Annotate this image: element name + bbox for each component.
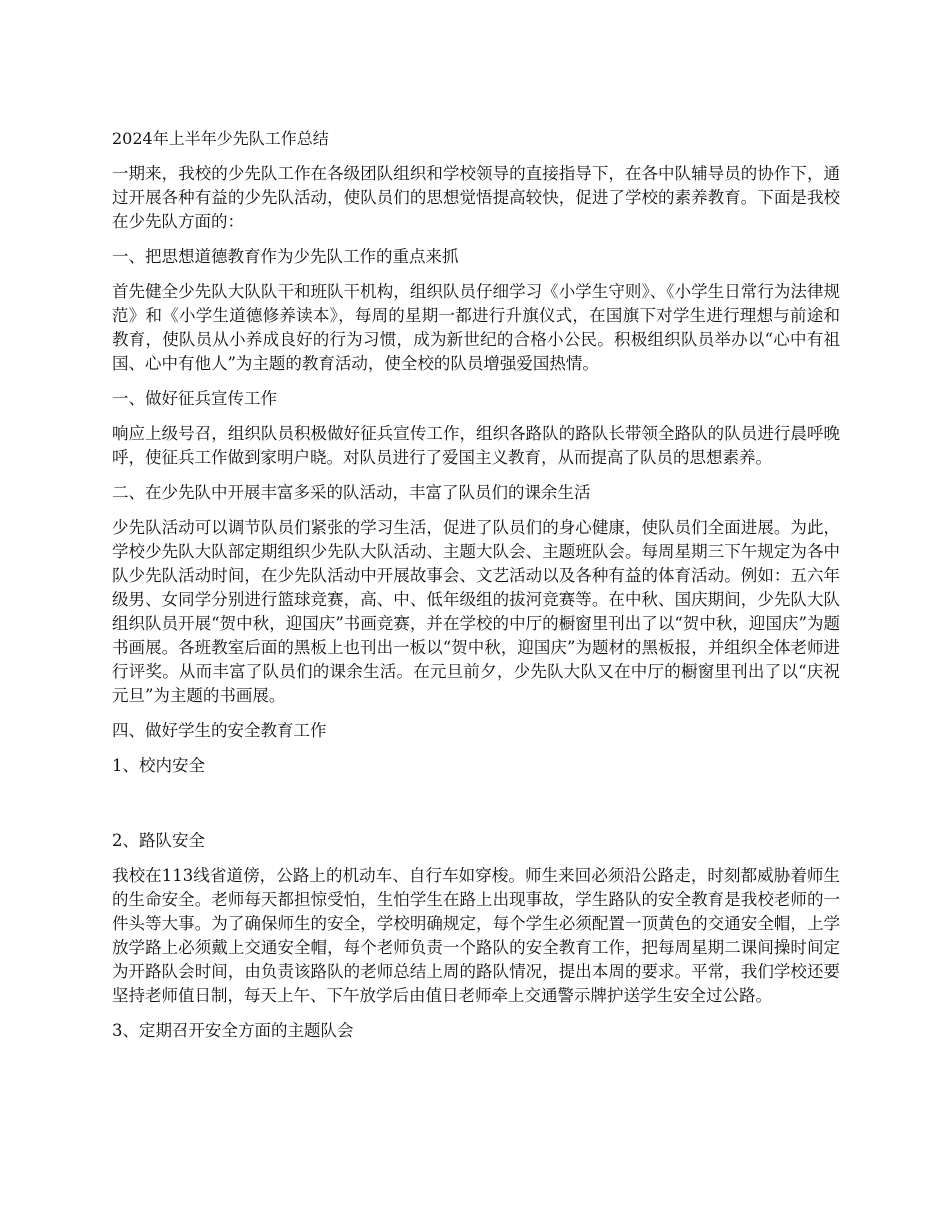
subsection-3-heading: 3、定期召开安全方面的主题队会: [112, 1021, 354, 1040]
subsection-2-heading: 2、路队安全: [112, 831, 205, 850]
section-4-heading: 四、做好学生的安全教育工作: [112, 721, 327, 740]
document-page: [112, 127, 840, 1054]
section-1-paragraph: 首先健全少先队大队队干和班队干机构，组织队员仔细学习《小学生守则》、《小学生日常行为法律规范》和《小学生道德修养读本》，每周的星期一都进行升旗仪式，在国旗下对学生进行理想与前途和教育，使队员从小养成良好的行为习惯，成为新世纪的合格小公民。积极组织队员举办以“心中有祖国、心中有他人”为主题的教育活动，使全校的队员增强爱国热情。: [112, 282, 840, 373]
subsection-1-heading: 1、校内安全: [112, 756, 205, 775]
document-title: 2024年上半年少先队工作总结: [112, 129, 329, 148]
section-2-paragraph: 响应上级号召，组织队员积极做好征兵宣传工作，组织各路队的路队长带领全路队的队员进行晨呼晚呼，使征兵工作做到家明户晓。对队员进行了爱国主义教育，从而提高了队员的思想素养。: [112, 424, 840, 467]
subsection-2-paragraph: 我校在113线省道傍，公路上的机动车、自行车如穿梭。师生来回必须沿公路走，时刻都威胁着师生的生命安全。老师每天都担惊受怕，生怕学生在路上出现事故，学生路队的安全教育是我校老师的一件头等大事。为了确保师生的安全，学校明确规定，每个学生必须配置一顶黄色的交通安全帽，上学放学路上必须戴上交通安全帽，每个老师负责一个路队的安全教育工作，把每周星期二课间操时间定为开路队会时间，由负责该路队的老师总结上周的路队情况，提出本周的要求。平常，我们学校还要坚持老师值日制，每天上午、下午放学后由值日老师牵上交通警示牌护送学生安全过公路。: [112, 866, 840, 1005]
section-3-paragraph: 少先队活动可以调节队员们紧张的学习生活，促进了队员们的身心健康，使队员们全面进展。为此，学校少先队大队部定期组织少先队大队活动、主题大队会、主题班队会。每周星期三下午规定为各中队少先队活动时间，在少先队活动中开展故事会、文艺活动以及各种有益的体育活动。例如：五六年级男、女同学分别进行篮球竞赛，高、中、低年级组的拔河竞赛等。在中秋、国庆期间，少先队大队组织队员开展“贺中秋，迎国庆”书画竞赛，并在学校的中厅的橱窗里刊出了以“贺中秋，迎国庆”为题书画展。各班教室后面的黑板上也刊出一板以“贺中秋，迎国庆”为题材的黑板报，并组织全体老师进行评奖。从而丰富了队员们的课余生活。在元旦前夕，少先队大队又在中厅的橱窗里刊出了以“庆祝元旦”为主题的书画展。: [112, 518, 840, 705]
section-3-heading: 二、在少先队中开展丰富多采的队活动，丰富了队员们的课余生活: [112, 483, 591, 502]
section-2-heading: 一、做好征兵宣传工作: [112, 389, 277, 408]
section-1-heading: 一、把思想道德教育作为少先队工作的重点来抓: [112, 247, 459, 266]
blank-space: [112, 789, 840, 829]
intro-paragraph: 一期来，我校的少先队工作在各级团队组织和学校领导的直接指导下，在各中队辅导员的协作下，通过开展各种有益的少先队活动，使队员们的思想觉悟提高较快，促进了学校的素养教育。下面是我校在少先队方面的：: [112, 164, 840, 231]
